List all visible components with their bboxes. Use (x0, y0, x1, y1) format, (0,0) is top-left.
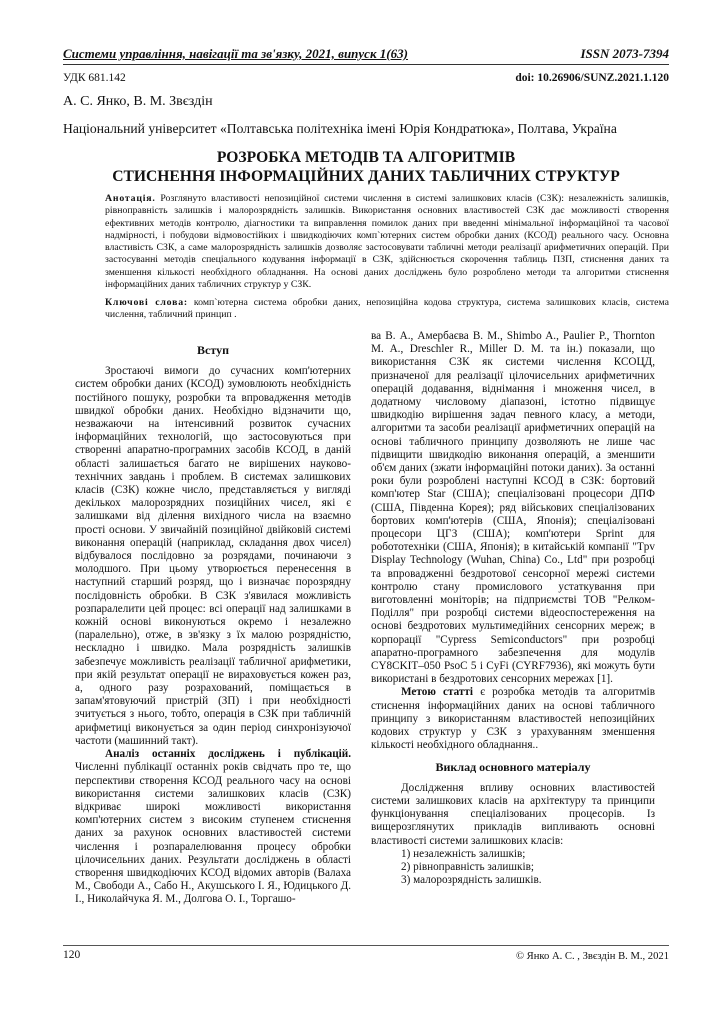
keywords-text: комп`ютерна система обробки даних, непозиційна кодова структура, система залишкових класів, система числення, табличний принцип . (105, 297, 669, 321)
affiliation: Національний університет «Полтавська політехніка імені Юрія Кондратюка», Полтава, Україна (63, 121, 617, 136)
title-line-2: СТИСНЕННЯ ІНФОРМАЦІЙНИХ ДАНИХ ТАБЛИЧНИХ СТРУКТУР (112, 168, 620, 185)
abstract (105, 193, 669, 291)
keywords (105, 297, 669, 322)
footer-divider (63, 945, 669, 946)
list-item: 1) незалежність залишків; (401, 847, 526, 860)
keywords-label: Ключові слова: (105, 297, 188, 308)
analysis-text: Численні публікації останніх років свідчать про те, що перспективи створення КСОД реального часу на основі використання системи залишкових класів (СЗК) відкриває широкі можливості використання комп'ютерних систем з високим ступенем стиснення даних за рахунок основних властивостей системи числення і розпаралелювання процесу обробки цілочисельних даних. Результати досліджень в області створення швидкодіючих КСОД відомих авторів (Валаха М., Свободи А., Сабо Н., Акушського І. Я., Юдицького Д. І., Николайчука Я. М., Долгова О. І., Торгашо- (75, 761, 351, 906)
list-item: 2) рівноправність залишків; (401, 860, 534, 873)
analysis-label: Аналіз останніх досліджень і публікацій. (105, 748, 351, 761)
analysis-paragraph (75, 748, 351, 906)
paper-title (63, 148, 669, 186)
authors: А. С. Янко, В. М. Звєздін (63, 94, 213, 109)
running-head (63, 44, 669, 65)
main-paragraph: Дослідження впливу основних властивостей системи залишкових класів на архітектуру та принципи функціонування спеціалізованих процесорів. Із вищерозглянутих прикладів випливають основні властивості системи залишкових класів: (371, 781, 655, 847)
right-column (371, 330, 655, 887)
abstract-label: Анотація. (105, 193, 156, 204)
intro-paragraph: Зростаючі вимоги до сучасних комп'ютерних систем обробки даних (КСОД) зумовлюють необхідність постійного пошуку, розробки та впровадження методів швидкої обробки даних. Необхідно відзначити що, незважаючи на інтенсивний розвиток сучасних інформаційних технологій, що застосовуються при створенні апаратно-програмних засобів КСОД, в даній області залишається багато не вирішених науково-технічних завдань і проблем. В системах залишкових класів (СЗК) кожне число, представляється у вигляді декількох малорозрядних позиційних чисел, які є залишками від ділення вихідного числа на взаємно прості основи. У звичайній позиційної двійковій системі виконання операцій (наприклад, складання двох чисел) відбувалося послідовно за розрядами, починаючи з молодшого. При цьому утворюється перенесення в наступний старший розряд, що і визначає порозрядну послідовність обробки. В СЗК з'явилася можливість розпаралелити цей процес: всі операції над залишками в кожній основі виконуються окремо і незалежно (паралельно), отже, в зв'язку з їх малою розрядністю, нескладно і швидко. Мала розрядність залишків забезпечує можливість реалізації табличної арифметики, при якій результат операції не вираховується кожен раз, а, одного разу розрахований, поміщається в запам'ятовуючий пристрій (ЗП) і при необхідності зчитується з нього, тобто, операція в СЗК при табличній арифметиці виконується за один період синхронізуючої частоти (машинний такт). (75, 365, 351, 747)
goal-label: Метою статті (401, 686, 474, 699)
goal-paragraph (371, 686, 655, 752)
goal-text: є розробка методів та алгоритмів стиснення інформаційних даних на основі табличного принципу з використанням властивостей непозиційних кодових структур у СЗК з урахуванням зменшення кількості необхідного обладнання.. (371, 686, 655, 752)
left-column (75, 330, 351, 907)
list-item: 3) малорозрядність залишків. (401, 874, 542, 887)
continuation-paragraph: ва В. А., Амербаєва В. М., Shimbo A., Paulier P., Thornton M. A., Dreschler R., Miller D. M. та ін.) показали, що використання СЗК як системи числення КСОЦД, призначеної для реалізації цілочисельних арифметичних операцій додавання, віднімання і множення чисел, в додатному числовому діапазоні, істотно підвищує швидкодію вирішення задач певного класу, а методи, алгоритми та засоби реалізації арифметичних операцій на основі табличного принципу дозволяють не лише час підвищити швидкодію виконання операцій, а зменшити об'єм даних (зжати інформаційні потоки даних). За останні роки були розроблені наступні КСОД в СЗК: бортовий комп'ютер Star (США); спеціалізовані процесори ДПФ (США, Південна Корея); ряд військових спеціалізованих бортових комп'ютерів (США, Японія); спеціалізовані процесори ЦГЗ (США); комп'ютери Sprint для робототехніки (США, Японія); в китайській компанії "Tpv Display Technology (Wuhan, China) Co., Ltd" при розробці та впровадженні бездротової сенсорної мережі системи контролю стану промислового устаткування при виготовленні моніторів; на підприємстві ТОВ "Релком-Поділля" при розробці системи відеоспостереження на основі бездротових мультимедійних сенсорних мереж; в корпорації "Cypress Semiconductors" при розробці апаратно-програмного забезпечення для модулів CY8CKIT–050 PsoC 5 і CyFi (CYRF7936), які можуть бути використані в бездротових сенсорних мережах [1]. (371, 330, 655, 686)
journal-title: Системи управління, навігації та зв'язку, 2021, випуск 1(63) (63, 46, 408, 61)
copyright: © Янко А. С. , Звєздін В. М., 2021 (515, 951, 669, 962)
abstract-text: Розглянуто властивості непозиційної системи числення в системі залишкових класів (СЗК): незалежність залишків, рівноправність залишків і малорозрядність залишків. Використання основних властивостей СЗК дає можливості створення ефективних методів контролю, діагностики та виправлення помилок даних при введенні мінімальної інформаційної та часової надмірності, і побудови відмовостійких і швидкодіючих комп`ютерних систем обробки даних (КСОД) реального часу. Основна властивість СЗК, а саме малорозрядність залишків дозволяє застосовувати табличні методи реалізації арифметичних операцій. При застосуванні методів спеціального кодування інформації в СЗК, здійснюється скорочення таблиць ПЗП, стиснення даних та зменшення кількості необхідного обладнання. На основі даних досліджень було розроблено методи та алгоритми стиснення інформаційних даних табличних структур у СЗК. (105, 193, 669, 291)
section-heading-main: Виклад основного матеріалу (435, 759, 591, 774)
udk-code: УДК 681.142 (63, 72, 126, 84)
doi: doi: 10.26906/SUNZ.2021.1.120 (515, 72, 669, 84)
issn: ISSN 2073-7394 (580, 46, 669, 61)
section-heading-intro: Вступ (197, 343, 229, 357)
page-number: 120 (63, 949, 81, 961)
title-line-1: РОЗРОБКА МЕТОДІВ ТА АЛГОРИТМІВ (216, 149, 516, 166)
